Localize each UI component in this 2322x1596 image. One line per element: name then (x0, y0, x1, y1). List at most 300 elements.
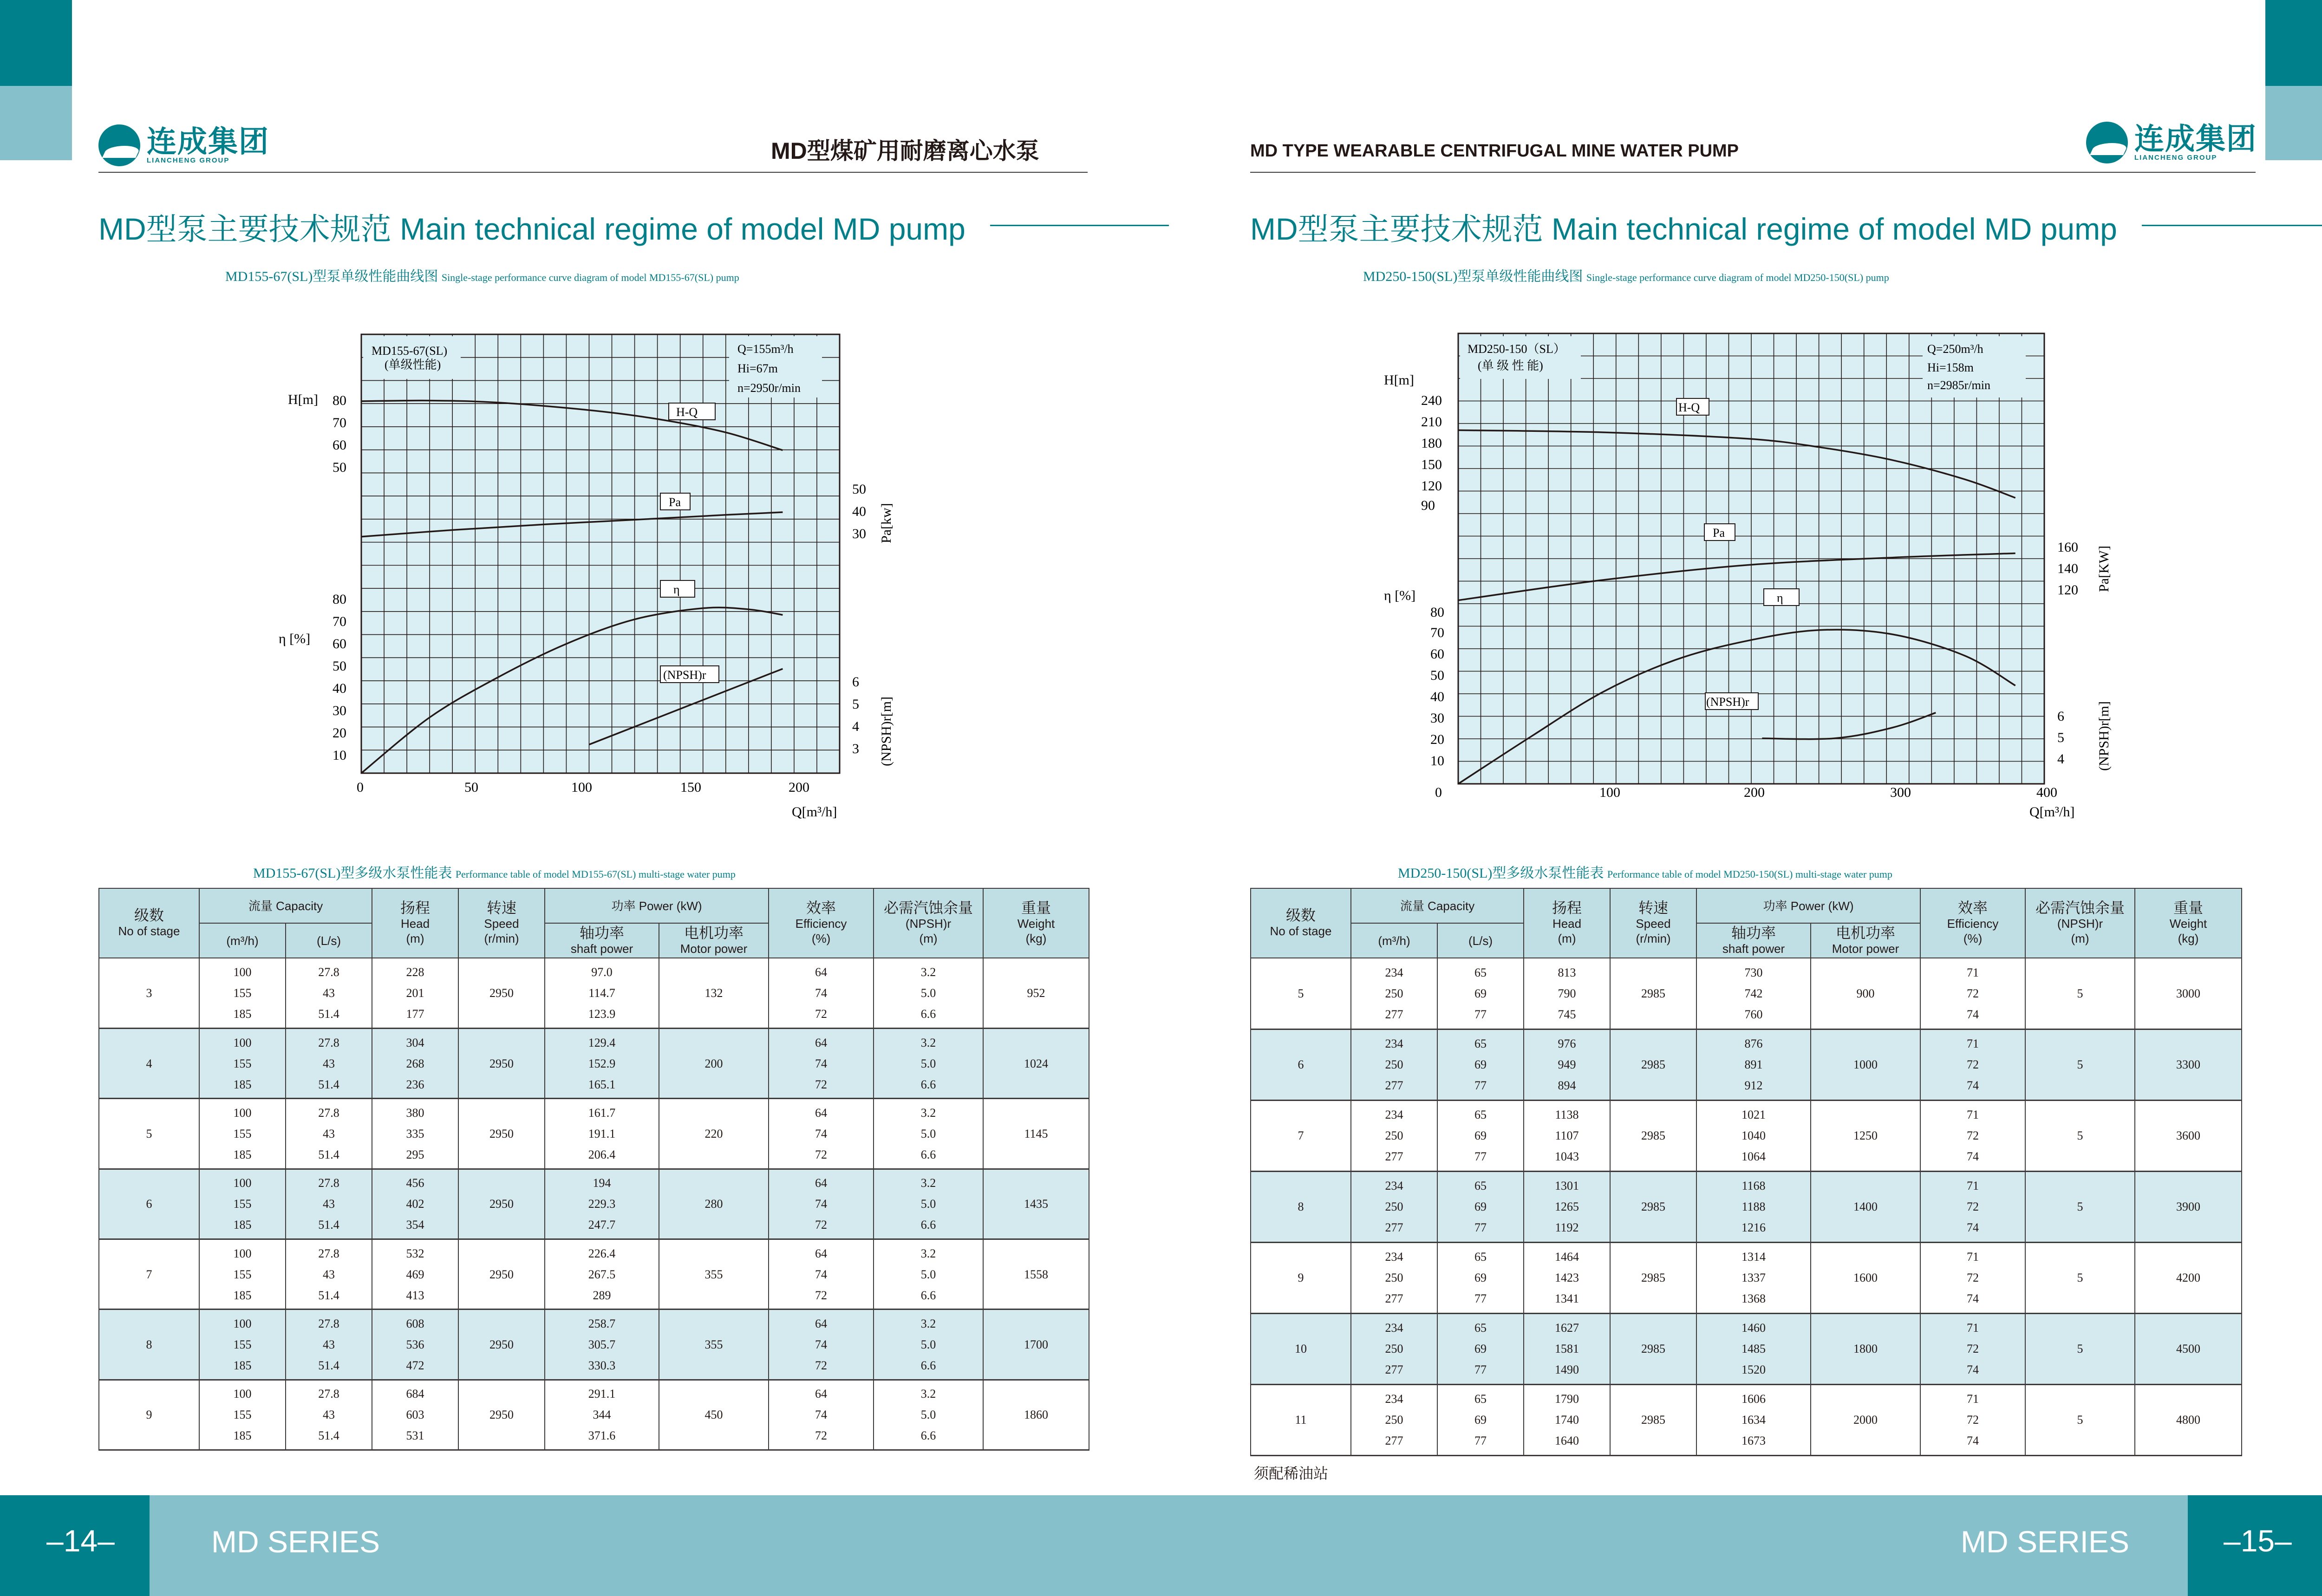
page-number-left: –14– (46, 1524, 115, 1558)
cell-h (372, 1169, 458, 1239)
cell-npsh: 5 (2025, 958, 2135, 1029)
cell-value: 64 (815, 1387, 828, 1401)
cell-value: 277 (1385, 1221, 1403, 1234)
cell-weight: 1860 (983, 1380, 1089, 1450)
cell-value: 6.6 (920, 1358, 936, 1372)
eta-tick: 20 (333, 725, 346, 741)
cell-value: 3.2 (920, 1246, 936, 1260)
cell-value: 152.9 (588, 1056, 616, 1070)
header-rule-left (98, 172, 1088, 173)
cell-value: 51.4 (318, 1429, 339, 1443)
table-row (99, 1309, 1089, 1380)
cell-value: 1423 (1555, 1271, 1579, 1284)
cell-value: 74 (1967, 1221, 1979, 1234)
cell-value: 72 (1967, 1058, 1979, 1071)
cell-npsh (874, 1239, 983, 1309)
h-tick: 60 (333, 437, 346, 453)
cell-npsh (874, 1028, 983, 1098)
cell-npsh: 5 (2025, 1242, 2135, 1313)
cell-value: 185 (233, 1007, 252, 1021)
cell-weight: 1024 (983, 1028, 1089, 1098)
pa-tick: 140 (2057, 561, 2078, 576)
cell-value: 3.2 (920, 1387, 936, 1401)
logo-en: LIANCHENG GROUP (147, 156, 230, 164)
cell-value: 1490 (1555, 1363, 1579, 1376)
cell-value: 608 (406, 1316, 424, 1330)
y-axis-label-eta: η [%] (279, 631, 311, 646)
cell-value: 469 (406, 1267, 424, 1281)
cell-value: 891 (1744, 1058, 1763, 1071)
cell-value: 305.7 (588, 1337, 616, 1351)
series-label-pa: Pa (1713, 526, 1725, 540)
cell-value: 155 (233, 1056, 252, 1070)
cell-shaft (1696, 1313, 1811, 1384)
cell-value: 74 (815, 1267, 828, 1281)
cell-shaft (545, 1169, 659, 1239)
series-label-eta: η (673, 583, 680, 596)
cell-stage: 4 (99, 1028, 199, 1098)
cell-value: 194 (593, 1176, 611, 1190)
cell-ls (286, 1169, 372, 1239)
cell-value: 1107 (1555, 1129, 1579, 1142)
header-title-right: MD TYPE WEARABLE CENTRIFUGAL MINE WATER PUMP (1250, 141, 1739, 161)
eta-tick: 50 (333, 658, 346, 674)
cell-value: 1581 (1555, 1342, 1579, 1355)
series-label-left: MD SERIES (211, 1524, 380, 1559)
x-tick: 0 (1435, 785, 1442, 800)
corner-band-left-dark (0, 0, 72, 86)
table-row (1251, 1313, 2242, 1384)
cell-value: 277 (1385, 1150, 1403, 1163)
cell-value: 1314 (1742, 1250, 1766, 1264)
cell-value: 304 (406, 1036, 424, 1049)
cell-eff (769, 1239, 874, 1309)
h-tick: 180 (1421, 436, 1442, 451)
x-tick: 300 (1890, 785, 1911, 800)
cell-value: 1337 (1742, 1271, 1766, 1284)
cell-value: 250 (1385, 1342, 1403, 1355)
corner-band-right-dark (2265, 0, 2322, 86)
cell-value: 43 (323, 1267, 335, 1281)
col-speed: 转速 Speed (r/min) (1610, 888, 1696, 958)
cell-h (372, 1028, 458, 1098)
cell-value: 1188 (1742, 1200, 1766, 1213)
cell-value: 354 (406, 1218, 424, 1232)
cell-value: 206.4 (588, 1147, 616, 1161)
x-tick: 100 (1599, 785, 1620, 800)
cell-value: 155 (233, 1267, 252, 1281)
cell-value: 72 (1967, 1129, 1979, 1142)
cell-value: 5.0 (920, 986, 936, 1000)
col-head: 扬程 Head (m) (1524, 888, 1610, 958)
cell-h (1524, 1100, 1610, 1171)
table-caption-right (1398, 861, 1892, 882)
cell-q (1351, 1171, 1437, 1242)
cell-value: 71 (1967, 965, 1979, 979)
cell-value: 27.8 (318, 1036, 339, 1049)
cell-value: 27.8 (318, 1316, 339, 1330)
cell-value: 69 (1474, 1058, 1487, 1071)
col-power: 功率 Power (kW) (1696, 888, 1920, 923)
npsh-tick: 5 (2057, 730, 2064, 745)
cell-value: 72 (1967, 1200, 1979, 1213)
cell-h (1524, 1384, 1610, 1455)
cell-weight: 4800 (2135, 1384, 2242, 1455)
col-head: 扬程 Head (m) (372, 888, 458, 958)
cell-value: 413 (406, 1288, 424, 1302)
cell-h (372, 1099, 458, 1169)
cell-q (1351, 1100, 1437, 1171)
h-tick: 90 (1421, 498, 1435, 513)
cell-value: 6.6 (920, 1007, 936, 1021)
cell-value: 1168 (1742, 1179, 1766, 1192)
cell-value: 1064 (1742, 1150, 1766, 1163)
cell-npsh (874, 1380, 983, 1450)
cell-speed: 2985 (1610, 1384, 1696, 1455)
header-rule-right (1250, 172, 2256, 173)
cell-value: 3.2 (920, 1036, 936, 1049)
cell-value: 27.8 (318, 1246, 339, 1260)
cell-ls (1437, 1029, 1524, 1100)
cell-value: 191.1 (588, 1127, 616, 1140)
cell-value: 1740 (1555, 1413, 1579, 1427)
cell-shaft (1696, 958, 1811, 1029)
cell-shaft (1696, 1242, 1811, 1313)
eta-tick: 40 (333, 681, 346, 696)
chart-title-line1: MD155-67(SL) (372, 344, 448, 358)
cell-value: 51.4 (318, 1147, 339, 1161)
cell-speed: 2950 (458, 1380, 545, 1450)
cell-value: 27.8 (318, 1176, 339, 1190)
eta-tick: 50 (1430, 668, 1444, 683)
cell-value: 250 (1385, 986, 1403, 1000)
cell-value: 71 (1967, 1392, 1979, 1406)
cell-value: 6.6 (920, 1218, 936, 1232)
cell-q (199, 1380, 286, 1450)
corner-band-left-light (0, 86, 72, 160)
y2-axis-label-npsh: (NPSH)r[m] (879, 697, 894, 766)
cell-value: 77 (1474, 1150, 1487, 1163)
cell-stage: 3 (99, 958, 199, 1028)
cell-value: 745 (1558, 1007, 1576, 1021)
npsh-tick: 6 (2057, 709, 2064, 724)
cell-q (199, 958, 286, 1028)
table-caption-en: Performance table of model MD155-67(SL) multi-stage water pump (455, 868, 736, 880)
cell-value: 531 (406, 1429, 424, 1443)
cell-stage: 8 (1251, 1171, 1351, 1242)
section-title-right: MD型泵主要技术规范 Main technical regime of model MD pump (1250, 212, 2117, 246)
cell-value: 1043 (1555, 1150, 1579, 1163)
cell-value: 71 (1967, 1179, 1979, 1192)
cell-value: 51.4 (318, 1077, 339, 1091)
cell-value: 6.6 (920, 1429, 936, 1443)
chart-info-n: n=2950r/min (737, 381, 801, 395)
cell-value: 277 (1385, 1079, 1403, 1092)
col-power: 功率 Power (kW) (545, 888, 769, 923)
page-number-right: –15– (2224, 1524, 2292, 1558)
cell-q (199, 1099, 286, 1169)
cell-value: 536 (406, 1337, 424, 1351)
chart-caption-cn: MD155-67(SL)型泵单级性能曲线图 (225, 269, 438, 284)
cell-value: 5.0 (920, 1267, 936, 1281)
cell-speed: 2985 (1610, 1313, 1696, 1384)
cell-stage: 7 (99, 1239, 199, 1309)
cell-value: 5.0 (920, 1197, 936, 1211)
series-label-pa: Pa (669, 495, 681, 509)
cell-shaft (1696, 1171, 1811, 1242)
cell-value: 155 (233, 986, 252, 1000)
cell-weight: 4500 (2135, 1313, 2242, 1384)
table-caption-cn: MD155-67(SL)型多级水泵性能表 (253, 866, 452, 881)
cell-value: 51.4 (318, 1218, 339, 1232)
cell-value: 72 (815, 1358, 828, 1372)
col-efficiency: 效率 Efficiency (%) (769, 888, 874, 958)
cell-value: 72 (1967, 986, 1979, 1000)
cell-eff (769, 1028, 874, 1098)
chart-caption-en: Single-stage performance curve diagram of model MD250-150(SL) pump (1586, 272, 1889, 283)
series-label-npsh: (NPSH)r (663, 668, 706, 682)
table-row (99, 1099, 1089, 1169)
cell-stage: 10 (1251, 1313, 1351, 1384)
chart-caption-cn: MD250-150(SL)型泵单级性能曲线图 (1363, 269, 1583, 284)
cell-value: 100 (233, 965, 252, 979)
performance-table-left (98, 888, 1089, 1451)
col-efficiency: 效率 Efficiency (%) (1920, 888, 2025, 958)
cell-value: 65 (1474, 965, 1487, 979)
cell-value: 161.7 (588, 1106, 616, 1120)
cell-speed: 2950 (458, 1169, 545, 1239)
cell-value: 277 (1385, 1292, 1403, 1305)
cell-value: 226.4 (588, 1246, 616, 1260)
chart-caption-en: Single-stage performance curve diagram of model MD155-67(SL) pump (441, 272, 739, 283)
cell-value: 1040 (1742, 1129, 1766, 1142)
cell-ls (1437, 1100, 1524, 1171)
cell-weight: 3000 (2135, 958, 2242, 1029)
cell-value: 65 (1474, 1179, 1487, 1192)
cell-npsh: 5 (2025, 1313, 2135, 1384)
cell-value: 976 (1558, 1037, 1576, 1050)
eta-tick: 30 (333, 703, 346, 718)
col-npsh: 必需汽蚀余量 (NPSH)r (m) (2025, 888, 2135, 958)
cell-h (372, 1309, 458, 1380)
col-shaft-power: 轴功率 shaft power (1696, 923, 1811, 958)
chart-caption-left (225, 265, 739, 285)
cell-speed: 2950 (458, 1239, 545, 1309)
cell-shaft (545, 1309, 659, 1380)
cell-h (372, 1380, 458, 1450)
h-tick: 150 (1421, 457, 1442, 472)
cell-value: 813 (1558, 965, 1576, 979)
cell-value: 185 (233, 1077, 252, 1091)
cell-value: 69 (1474, 1413, 1487, 1427)
performance-chart-left (260, 325, 920, 827)
brand-mark-icon (98, 124, 140, 166)
cell-value: 234 (1385, 1108, 1403, 1121)
footnote: 须配稀油站 (1254, 1465, 1329, 1482)
pa-tick: 160 (2057, 540, 2078, 555)
table-row (1251, 958, 2242, 1029)
cell-value: 234 (1385, 1321, 1403, 1335)
cell-npsh (874, 1169, 983, 1239)
cell-value: 277 (1385, 1434, 1403, 1447)
x-tick: 150 (680, 780, 701, 795)
cell-value: 1634 (1742, 1413, 1766, 1427)
cell-motor: 450 (659, 1380, 769, 1450)
cell-eff (1920, 1313, 2025, 1384)
pa-tick: 50 (852, 482, 866, 497)
cell-ls (286, 958, 372, 1028)
cell-value: 3.2 (920, 1316, 936, 1330)
cell-value: 201 (406, 986, 424, 1000)
cell-ls (286, 1309, 372, 1380)
cell-value: 51.4 (318, 1288, 339, 1302)
performance-table-right (1250, 888, 2242, 1456)
cell-speed: 2950 (458, 1028, 545, 1098)
cell-value: 730 (1744, 965, 1763, 979)
cell-q (1351, 958, 1437, 1029)
cell-value: 1138 (1555, 1108, 1579, 1121)
cell-h (372, 958, 458, 1028)
cell-value: 114.7 (588, 986, 615, 1000)
cell-shaft (545, 958, 659, 1028)
cell-value: 234 (1385, 1392, 1403, 1406)
cell-weight: 1558 (983, 1239, 1089, 1309)
cell-value: 291.1 (588, 1387, 616, 1401)
y-axis-label-h: H[m] (288, 392, 318, 407)
cell-value: 5.0 (920, 1408, 936, 1422)
cell-value: 77 (1474, 1363, 1487, 1376)
cell-h (1524, 1029, 1610, 1100)
y2-axis-label-npsh: (NPSH)r[m] (2096, 701, 2112, 771)
cell-value: 684 (406, 1387, 424, 1401)
cell-value: 100 (233, 1246, 252, 1260)
cell-shaft (545, 1099, 659, 1169)
cell-motor: 2000 (1811, 1384, 1920, 1455)
col-stage: 级数 No of stage (1251, 888, 1351, 958)
cell-speed: 2985 (1610, 1242, 1696, 1313)
cell-npsh: 5 (2025, 1171, 2135, 1242)
cell-stage: 8 (99, 1309, 199, 1380)
cell-value: 65 (1474, 1108, 1487, 1121)
chart-info-q: Q=155m³/h (737, 342, 794, 356)
cell-h (1524, 1242, 1610, 1313)
cell-value: 72 (815, 1007, 828, 1021)
cell-speed: 2985 (1610, 1100, 1696, 1171)
header-title-left: MD型煤矿用耐磨离心水泵 (771, 138, 1039, 164)
cell-value: 234 (1385, 1179, 1403, 1192)
chart-info-n: n=2985r/min (1927, 378, 1990, 392)
cell-speed: 2985 (1610, 1029, 1696, 1100)
cell-h (372, 1239, 458, 1309)
chart-caption-right (1363, 265, 1889, 285)
cell-value: 1640 (1555, 1434, 1579, 1447)
cell-motor: 280 (659, 1169, 769, 1239)
cell-value: 74 (1967, 1434, 1979, 1447)
chart-grid (1458, 333, 2044, 784)
cell-value: 123.9 (588, 1007, 616, 1021)
cell-value: 267.5 (588, 1267, 616, 1281)
cell-value: 234 (1385, 1037, 1403, 1050)
cell-value: 1520 (1742, 1363, 1766, 1376)
cell-value: 74 (815, 986, 828, 1000)
x-tick: 0 (357, 780, 364, 795)
eta-tick: 10 (1430, 753, 1444, 769)
cell-value: 100 (233, 1106, 252, 1120)
cell-value: 65 (1474, 1037, 1487, 1050)
table-caption-cn: MD250-150(SL)型多级水泵性能表 (1398, 866, 1604, 881)
cell-value: 1192 (1555, 1221, 1579, 1234)
cell-value: 43 (323, 1056, 335, 1070)
cell-eff (1920, 1171, 2025, 1242)
chart-title-line1: MD250-150（SL） (1468, 342, 1565, 356)
cell-q (1351, 1029, 1437, 1100)
cell-value: 100 (233, 1036, 252, 1049)
cell-value: 43 (323, 986, 335, 1000)
cell-value: 1265 (1555, 1200, 1579, 1213)
cell-value: 5.0 (920, 1337, 936, 1351)
table-row (1251, 1242, 2242, 1313)
cell-value: 234 (1385, 965, 1403, 979)
cell-stage: 9 (1251, 1242, 1351, 1313)
corner-band-right-light (2265, 86, 2322, 160)
cell-value: 185 (233, 1218, 252, 1232)
cell-value: 71 (1967, 1321, 1979, 1335)
cell-speed: 2985 (1610, 958, 1696, 1029)
chart-title-box (363, 336, 461, 379)
cell-value: 402 (406, 1197, 424, 1211)
cell-stage: 7 (1251, 1100, 1351, 1171)
cell-value: 3.2 (920, 1106, 936, 1120)
cell-q (1351, 1384, 1437, 1455)
cell-value: 3.2 (920, 1176, 936, 1190)
cell-npsh (874, 1309, 983, 1380)
cell-value: 335 (406, 1127, 424, 1140)
cell-value: 5.0 (920, 1056, 936, 1070)
cell-value: 77 (1474, 1292, 1487, 1305)
cell-value: 74 (1967, 1007, 1979, 1021)
col-npsh: 必需汽蚀余量 (NPSH)r (m) (874, 888, 983, 958)
h-tick: 80 (333, 393, 346, 408)
cell-value: 97.0 (591, 965, 613, 979)
cell-weight: 1435 (983, 1169, 1089, 1239)
performance-chart-right (1375, 325, 2183, 827)
cell-value: 6.6 (920, 1147, 936, 1161)
cell-h (1524, 1171, 1610, 1242)
table-row (1251, 1029, 2242, 1100)
cell-weight: 3300 (2135, 1029, 2242, 1100)
cell-eff (1920, 1384, 2025, 1455)
eta-tick: 40 (1430, 689, 1444, 704)
cell-value: 100 (233, 1387, 252, 1401)
cell-value: 1485 (1742, 1342, 1766, 1355)
cell-value: 74 (1967, 1363, 1979, 1376)
cell-value: 27.8 (318, 1106, 339, 1120)
cell-stage: 9 (99, 1380, 199, 1450)
cell-value: 72 (1967, 1342, 1979, 1355)
cell-value: 77 (1474, 1221, 1487, 1234)
section-title-rule-right (2142, 225, 2322, 226)
cell-eff (1920, 1242, 2025, 1313)
cell-stage: 5 (99, 1099, 199, 1169)
h-tick: 120 (1421, 478, 1442, 494)
cell-value: 65 (1474, 1250, 1487, 1264)
cell-value: 72 (815, 1147, 828, 1161)
cell-value: 100 (233, 1176, 252, 1190)
cell-q (199, 1309, 286, 1380)
cell-value: 64 (815, 1176, 828, 1190)
h-tick: 240 (1421, 393, 1442, 408)
cell-eff (769, 958, 874, 1028)
